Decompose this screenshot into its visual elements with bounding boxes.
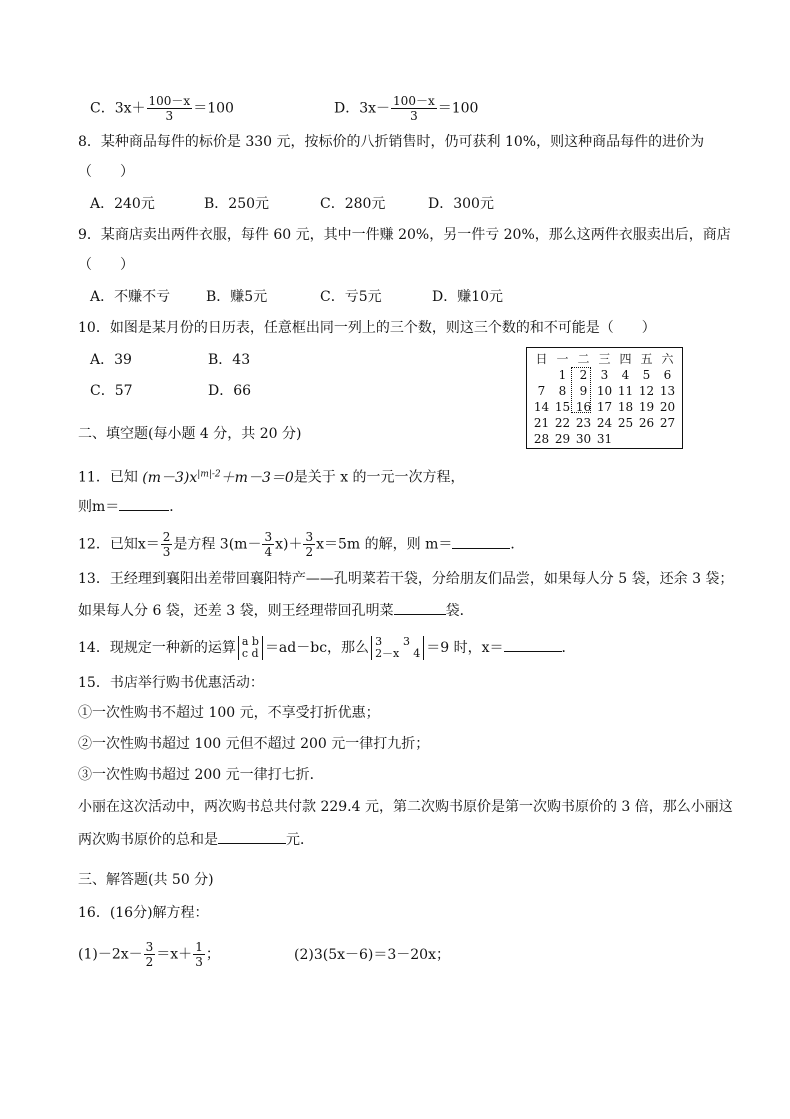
q8-stem: 8．某种商品每件的标价是 330 元，按标价的八折销售时，仍可获利 10%，则这种商品每件的进价为 [78,134,705,150]
calendar-weekday: 一 [556,352,569,366]
q9-option-b: B．赚5元 [206,289,268,305]
q16-fraction-2: $\frac{1}{3}$ [195,940,203,969]
calendar-day: 3 [600,368,609,382]
q13-line2: 如果每人分 6 袋，还差 3 袋，则王经理带回孔明菜 袋． [78,600,474,621]
calendar-week-row [531,431,678,447]
calendar-day: 16 [575,400,592,414]
calendar-day: 4 [621,368,630,382]
calendar-day: 11 [617,384,634,398]
calendar-day: 30 [575,432,592,446]
calendar-day: 9 [579,384,588,398]
calendar-day: 7 [537,384,546,398]
calendar-day [531,367,552,383]
calendar-day: 13 [659,384,676,398]
calendar-day: 2 [579,368,588,382]
calendar-day: 31 [596,432,613,446]
q12-answer-blank[interactable] [452,534,510,549]
q7-c-fraction: $\frac{100-x}{3}$ [148,94,191,123]
calendar-day: 25 [617,416,634,430]
calendar-day: 21 [533,416,550,430]
calendar-week-row [531,367,678,383]
q15-line1: 小丽在这次活动中，两次购书总共付款 229.4 元，第二次购书原价是第一次购书原价的 3 倍，那么小丽这 [78,799,733,815]
calendar-weekday: 三 [598,352,611,366]
q10-option-b: B．43 [208,352,251,368]
q10-option-d: D．66 [208,383,252,399]
q12-fraction-3: $\frac{3}{2}$ [305,530,314,559]
calendar-weekday: 五 [640,352,653,366]
calendar-day: 20 [659,400,676,414]
calendar-weekday: 六 [661,352,674,366]
calendar-figure [526,347,683,449]
calendar-day [615,431,636,447]
q13-line1: 13．王经理到襄阳出差带回襄阳特产——孔明菜若干袋，分给朋友们品尝，如果每人分 5 袋，还余 3 袋； [78,571,734,587]
q10-option-c: C．57 [90,383,133,399]
q15-rule-3: ③一次性购书超过 200 元一律打七折． [78,767,324,783]
q15-title: 15．书店举行购书优惠活动： [78,675,264,691]
calendar-week-row [531,415,678,431]
q9-stem: 9．某商店卖出两件衣服，每件 60 元，其中一件赚 20%，另一件亏 20%，那么这两件衣服卖出后，商店 [78,227,731,243]
q8-option-c: C．280元 [320,196,386,212]
q15-rule-2: ②一次性购书超过 100 元但不超过 200 元一律打九折； [78,736,430,752]
q8-answer-paren: （ ） [78,164,134,180]
q8-option-d: D．300元 [428,196,494,212]
calendar-header-row [531,350,678,367]
calendar-day: 28 [533,432,550,446]
q11-line2: 则m＝ ． [78,496,183,517]
calendar-day: 24 [596,416,613,430]
calendar-weekday: 四 [619,352,632,366]
q9-option-a: A．不赚不亏 [90,289,171,305]
q9-option-d: D．赚10元 [432,289,504,305]
calendar-day: 10 [596,384,613,398]
calendar-day: 19 [638,400,655,414]
q10-stem: 10．如图是某月份的日历表，任意框出同一列上的三个数，则这三个数的和不可能是（ ） [78,320,656,336]
calendar-day: 5 [642,368,651,382]
q15-rule-1: ①一次性购书不超过 100 元，不享受打折优惠； [78,705,380,721]
q11-answer-blank[interactable] [119,496,169,511]
calendar-day: 29 [554,432,571,446]
calendar-day: 14 [533,400,550,414]
q14-determinant-2: 3 3 2－x 4 [371,636,424,660]
q7-d-fraction: $\frac{100-x}{3}$ [393,94,435,123]
q8-option-a: A．240元 [90,196,155,212]
calendar-day: 17 [596,400,613,414]
q14-answer-blank[interactable] [504,637,562,652]
q11-formula: $(m-3)x^{|m|-2}+m-3=0$ [142,469,294,486]
calendar-day: 23 [575,416,592,430]
calendar-table [531,350,678,447]
calendar-day: 6 [663,368,672,382]
q15-answer-blank[interactable] [218,829,286,844]
q14-line: 14．现规定一种新的运算 a b c d ＝ad－bc，那么 3 3 2－x 4 ＝9 时，x＝ ． [78,635,576,660]
q16-part-2: (2)3(5x－6)＝3－20x； [294,947,450,963]
q13-answer-blank[interactable] [394,600,446,615]
q7-option-d: D．3x－ $\frac{100-x}{3}$ ＝100 [334,94,479,123]
q16-fraction-1: $\frac{3}{2}$ [145,940,154,969]
calendar-weekday: 二 [577,352,590,366]
q9-answer-paren: （ ） [78,257,134,273]
calendar-day: 8 [558,384,567,398]
q8-option-b: B．250元 [204,196,270,212]
calendar-day [636,431,657,447]
section-3-title: 三、解答题(共 50 分) [78,872,214,888]
calendar-day: 12 [638,384,655,398]
calendar-day: 22 [554,416,571,430]
q14-determinant-1: a b c d [238,636,263,660]
calendar-day: 27 [659,416,676,430]
q12-fraction-1: $\frac{2}{3}$ [162,530,171,559]
q12-line: 12．已知x＝ $\frac{2}{3}$ 是方程 3(m－ $\frac{3}{4}$ x)＋ $\frac{3}{2}$ x＝5m 的解，则 m＝ ． [78,530,525,559]
q10-option-a: A．39 [90,352,132,368]
calendar-week-row [531,399,678,415]
q11-line1: 11．已知 $(m-3)x^{|m|-2}+m-3=0$是关于 x 的一元一次方程， [78,469,465,486]
calendar-day: 26 [638,416,655,430]
q15-line2: 两次购书原价的总和是 元． [78,829,314,850]
q16-part-1: (1)－2x－ $\frac{3}{2}$ ＝x＋ $\frac{1}{3}$ ； [78,940,220,969]
q9-option-c: C．亏5元 [320,289,382,305]
section-2-title: 二、填空题(每小题 4 分，共 20 分) [78,426,302,442]
calendar-week-row [531,383,678,399]
calendar-selection-box [571,367,591,413]
calendar-weekday: 日 [535,352,548,366]
q12-fraction-2: $\frac{3}{4}$ [264,530,273,559]
q7-option-c: C．3x＋ $\frac{100-x}{3}$ ＝100 [90,94,234,123]
calendar-day: 15 [554,400,571,414]
q16-title: 16．(16分)解方程： [78,905,209,921]
calendar-day [657,431,678,447]
calendar-day: 1 [558,368,567,382]
calendar-day: 18 [617,400,634,414]
